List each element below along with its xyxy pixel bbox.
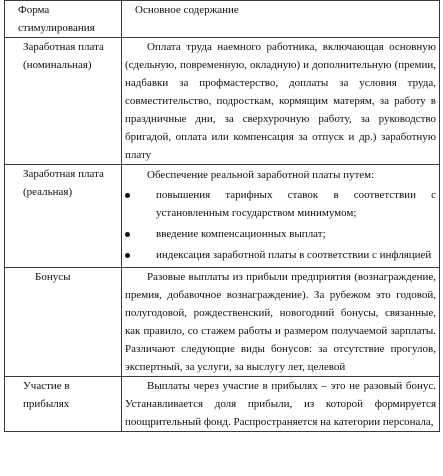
list-item xyxy=(125,246,436,264)
bullet-icon xyxy=(125,193,130,198)
form-name: Заработная плата (номинальная) xyxy=(23,41,104,71)
form-cell xyxy=(5,165,122,268)
form-cell xyxy=(5,268,122,377)
content-cell xyxy=(122,38,440,165)
header-form-cell xyxy=(5,1,122,38)
header-content-cell xyxy=(122,1,440,38)
content-intro: Обеспечение реальной заработной платы путем: xyxy=(147,169,375,181)
table-row xyxy=(5,165,440,268)
header-form-label: Форма стимулирования xyxy=(18,4,95,34)
form-cell xyxy=(5,377,122,432)
form-cell xyxy=(5,38,122,165)
table-row xyxy=(5,377,440,432)
list-item xyxy=(125,186,436,222)
content-cell xyxy=(122,268,440,377)
content-cell xyxy=(122,165,440,268)
bullet-list xyxy=(125,186,436,264)
form-name: Бонусы xyxy=(35,271,71,283)
table-row xyxy=(5,38,440,165)
content-text: Оплата труда наемного работника, включающая основную (сдельную, повременную, окладную) и дополнительную (премии, надбавки за профмастерство, доплаты за условия труда, совместительство, подросткам, кормящим матерям, за работу в праздничные дни, за сверхурочную работу, за руководство бригадой, оплата или компенсация за отпуск и др.) заработную плату xyxy=(125,41,436,161)
table-header-row xyxy=(5,1,440,38)
list-item xyxy=(125,225,436,243)
content-cell xyxy=(122,377,440,432)
header-content-label: Основное содержание xyxy=(135,4,239,16)
list-item-text: введение компенсационных выплат; xyxy=(156,228,326,240)
list-item-text: индексация заработной платы в соответствии с инфляцией xyxy=(156,249,432,261)
bullet-icon xyxy=(125,253,130,258)
bullet-icon xyxy=(125,232,130,237)
content-text: Выплаты через участие в прибылях – это не разовый бонус. Устанавливается доля прибыли, из которой формируется поощрительный фонд. Распространяется на категории персонала, xyxy=(125,380,436,428)
content-text: Разовые выплаты из прибыли предприятия (вознаграждение, премия, добавочное вознаграждение). За рубежом это годовой, полугодовой, рождественский, новогодний бонусы, связанные, как правило, со стажем работы и размером получаемой зарплаты. Различают следующие виды бонусов: за отсутствие прогулов, экспертный, за услуги, за выслугу лет, целевой xyxy=(125,271,436,373)
form-name: Участие в прибылях xyxy=(23,380,70,410)
stimulation-table xyxy=(4,0,440,432)
list-item-text: повышения тарифных ставок в соответствии с установленным государством минимумом; xyxy=(156,189,436,219)
table-row xyxy=(5,268,440,377)
form-name: Заработная плата (реальная) xyxy=(23,168,104,198)
